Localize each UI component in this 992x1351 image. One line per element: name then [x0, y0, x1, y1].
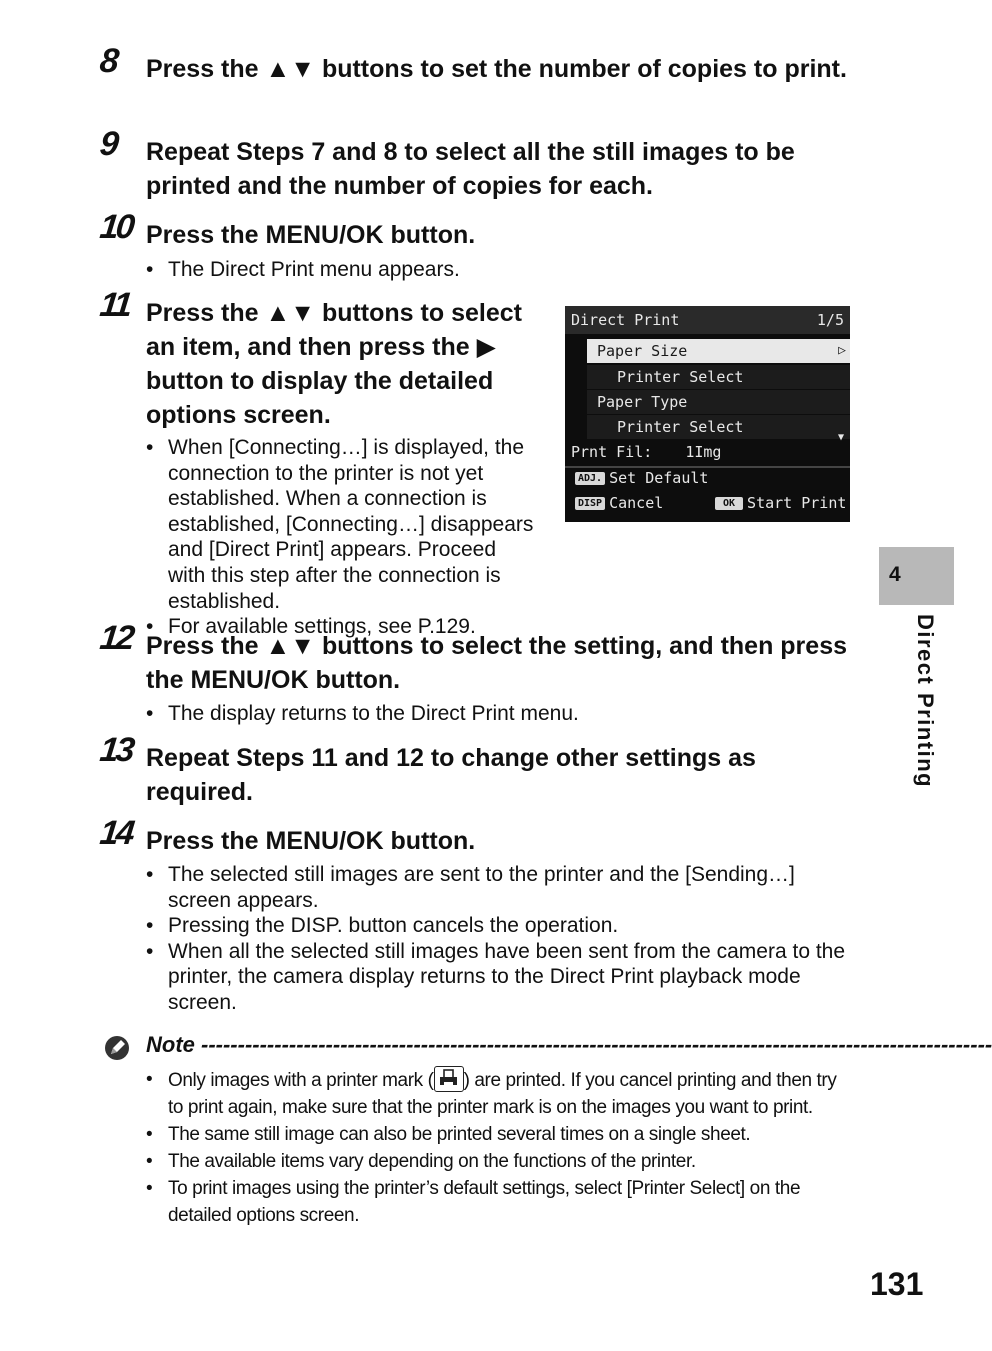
lcd-print-file-count: Prnt Fil: 1Img: [571, 443, 722, 461]
lcd-menu-item-paper-type: Paper Type: [587, 390, 850, 414]
lcd-cancel: DISP Cancel: [575, 491, 663, 515]
step-number: 13: [98, 731, 134, 769]
step-title: Press the ▲▼ buttons to set the number of copies to print.: [146, 55, 847, 83]
step-title: Press the MENU/OK button.: [146, 221, 476, 249]
lcd-menu-item-printer-select-2: Printer Select: [587, 415, 850, 439]
step-number: 14: [98, 814, 134, 852]
lcd-menu-item-paper-size: Paper Size ▷: [587, 339, 850, 363]
bullet-item: • The Direct Print menu appears.: [146, 257, 856, 283]
note-item: • To print images using the printer’s default settings, select [Printer Select] on the detailed options screen.: [146, 1175, 854, 1229]
lcd-menu-item-printer-select: Printer Select: [587, 365, 850, 389]
bullet-item: • When all the selected still images have been sent from the camera to the printer, the camera display returns to the Direct Print playback mode screen.: [146, 939, 856, 1016]
step-number: 10: [98, 208, 134, 246]
step-title: Press the MENU/OK button.: [146, 827, 476, 855]
lcd-set-default: ADJ. Set Default: [575, 466, 708, 490]
step-notes: [146, 257, 856, 283]
note-item: • The same still image can also be printed several times on a single sheet.: [146, 1121, 854, 1148]
note-heading: Note ------------------------------------------------------------------------------------------------------------: [146, 1032, 992, 1057]
bullet-item: • Pressing the DISP. button cancels the operation.: [146, 913, 856, 939]
adj-key-icon: ADJ.: [575, 472, 605, 485]
step-number: 9: [98, 125, 118, 163]
step-title: Press the ▲▼ buttons to select an item, and then press the ▶ button to display the detailed options screen.: [146, 299, 522, 429]
connecting-note-text: • When [Connecting…] is displayed, the connection to the printer is not yet established. When a connection is established, [Connecting…] disappears and [Direct Print] appears. Proceed with this step after the connection is established.: [168, 436, 534, 613]
chapter-number: 4: [889, 563, 901, 586]
lcd-start-print: OK Start Print: [715, 491, 846, 515]
step-title: Repeat Steps 7 and 8 to select all the still images to be printed and the number of copies for each.: [146, 138, 795, 200]
step-number: 12: [98, 619, 134, 657]
step-number: 8: [98, 42, 118, 80]
note-pencil-icon: [103, 1034, 131, 1062]
note-item: • Only images with a printer mark ( ) are printed. If you cancel printing and then try to print again, make sure that the printer mark is on the images you want to print.: [146, 1066, 854, 1121]
step-notes: [146, 862, 856, 1016]
bullet-item: • For available settings, see P.129.: [146, 614, 746, 640]
step-number: 11: [98, 286, 132, 324]
step-title: Press the ▲▼ buttons to select the setting, and then press the MENU/OK button.: [146, 632, 848, 694]
ok-key-icon: OK: [715, 497, 743, 510]
step-title: Repeat Steps 11 and 12 to change other settings as required.: [146, 744, 756, 806]
lcd-title: Direct Print: [571, 311, 680, 329]
chapter-label: Direct Printing: [913, 614, 938, 789]
lcd-header: [565, 306, 850, 334]
page-number: 131: [870, 1266, 924, 1302]
disp-key-icon: DISP: [575, 497, 605, 510]
bullet-item: • The selected still images are sent to the printer and the [Sending…] screen appears.: [146, 862, 856, 913]
scroll-down-icon: ▼: [837, 432, 844, 443]
bullet-item: • The display returns to the Direct Print menu.: [146, 701, 856, 727]
lcd-page-indicator: 1/5: [816, 311, 844, 329]
printer-mark-icon: [434, 1066, 464, 1092]
note-item: • The available items vary depending on the functions of the printer.: [146, 1148, 854, 1175]
step-notes: [146, 701, 856, 727]
direct-print-lcd-screen: [565, 306, 850, 522]
note-list: [146, 1066, 854, 1229]
arrow-right-icon: ▷: [838, 343, 846, 358]
